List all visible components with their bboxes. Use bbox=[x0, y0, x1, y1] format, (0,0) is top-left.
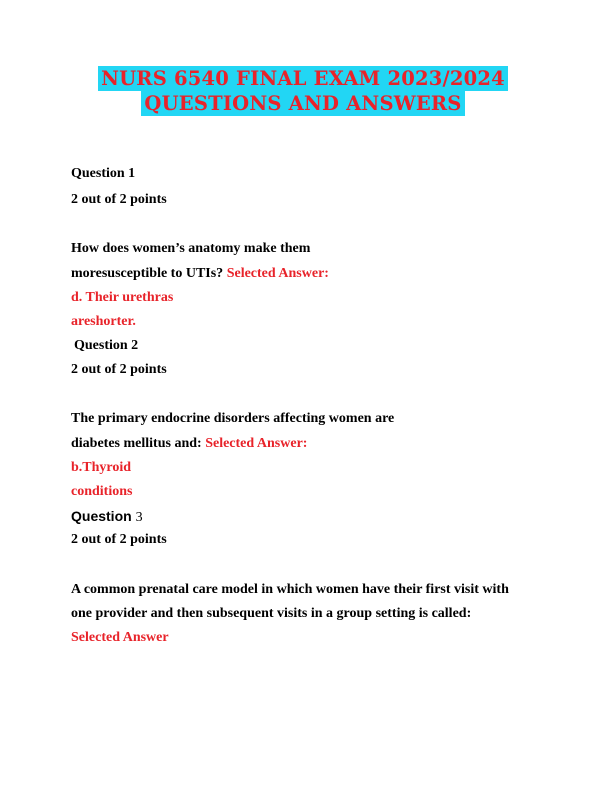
question-1-text-line-1: How does women’s anatomy make them bbox=[71, 241, 311, 256]
question-2-text-line-2-body: diabetes mellitus and: bbox=[71, 436, 202, 451]
question-1-text-line-2-body: moresusceptible to UTIs? bbox=[71, 266, 224, 281]
question-3-text-line-2: one provider and then subsequent visits in a group setting is called: bbox=[71, 606, 472, 621]
question-2-selected-label: Selected Answer: bbox=[205, 436, 308, 451]
document-title bbox=[0, 66, 606, 116]
question-2-text-line-1: The primary endocrine disorders affecting women are bbox=[71, 411, 395, 426]
question-1-heading: Question 1 bbox=[71, 166, 136, 181]
question-3-heading bbox=[71, 507, 143, 527]
question-2-text-line-2 bbox=[71, 435, 307, 453]
question-1-text-line-2 bbox=[71, 265, 329, 283]
question-3-text-line-1: A common prenatal care model in which women have their first visit with bbox=[71, 582, 509, 597]
question-1-answer-line-2: areshorter. bbox=[71, 314, 136, 329]
question-2-answer-line-1: b.Thyroid bbox=[71, 460, 132, 475]
question-1-selected-label: Selected Answer: bbox=[226, 266, 329, 281]
title-line-2: QUESTIONS AND ANSWERS bbox=[141, 91, 464, 116]
question-2-answer-line-2: conditions bbox=[71, 484, 133, 499]
title-line-1: NURS 6540 FINAL EXAM 2023/2024 bbox=[98, 66, 508, 91]
question-2-points: 2 out of 2 points bbox=[71, 362, 167, 377]
question-3-heading-number: 3 bbox=[135, 510, 143, 525]
question-3-selected-label: Selected Answer bbox=[71, 630, 169, 645]
question-1-answer-line-1: d. Their urethras bbox=[71, 290, 174, 305]
question-2-heading: Question 2 bbox=[74, 338, 139, 353]
question-3-heading-word: Question bbox=[71, 508, 132, 524]
question-3-points: 2 out of 2 points bbox=[71, 532, 167, 547]
question-1-points: 2 out of 2 points bbox=[71, 192, 167, 207]
